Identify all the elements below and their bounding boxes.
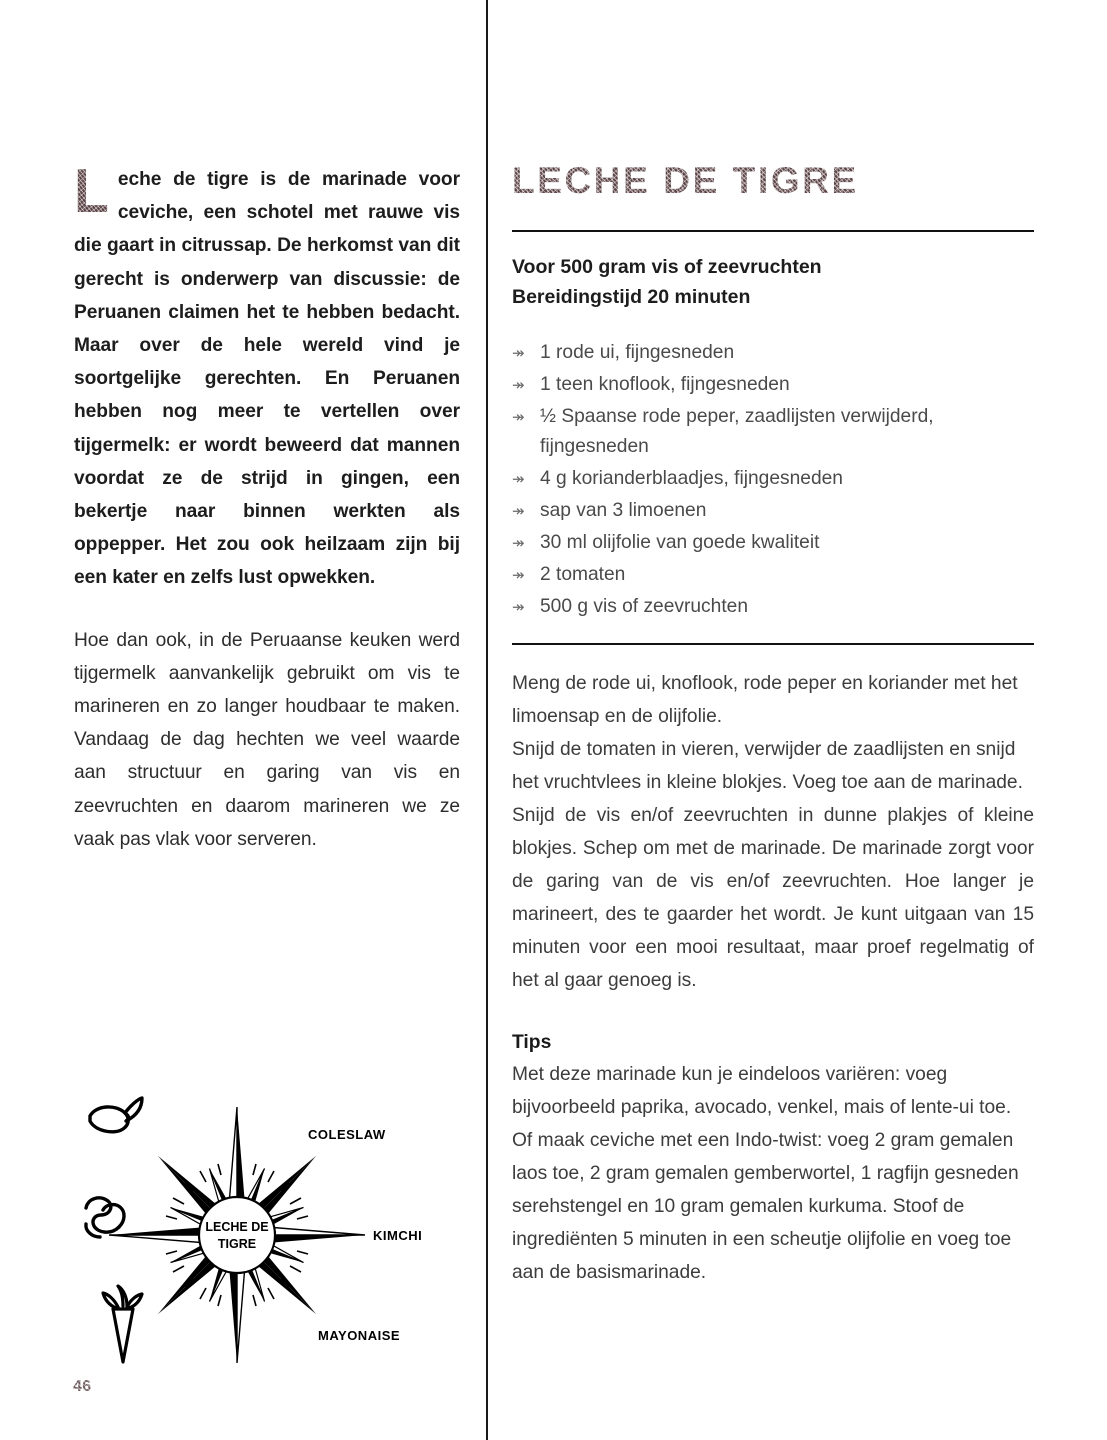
- double-arrow-bullet-icon: ↠: [512, 566, 525, 584]
- ingredient-item: [512, 370, 1034, 400]
- column-divider: [486, 0, 488, 1440]
- compass-rose-illustration: [70, 1085, 470, 1370]
- ingredient-item: [512, 528, 1034, 558]
- ingredient-text: 1 rode ui, fijngesneden: [540, 342, 735, 363]
- ingredients-list: [512, 338, 1034, 621]
- intro-paragraph-text: eche de tigre is de marinade voor ceviche, een schotel met rauwe vis die gaart in citrussap. De herkomst van dit gerecht is onderwerp van discussie: de Peruanen claimen het te hebben bedacht. Maar over de hele wereld vind je soortgelijke gerechten. En Peruanen hebben nog meer te vertellen over tijgermelk: er wordt beweerd dat mannen voordat ze de strijd in gingen, een bekertje naar binnen werkten als oppepper. Het zou ook heilzaam zijn bij een kater en zelfs lust opwekken.: [74, 169, 460, 589]
- intro-paragraph: [74, 157, 460, 595]
- ingredient-item: [512, 592, 1034, 622]
- ingredient-item: [512, 464, 1034, 494]
- compass-star: [109, 1107, 365, 1363]
- double-arrow-bullet-icon: ↠: [512, 470, 525, 488]
- tips-section: [512, 1028, 1034, 1289]
- compass-label-coleslaw: COLESLAW: [308, 1127, 386, 1142]
- page-number: 46: [73, 1378, 92, 1395]
- left-column: [74, 157, 460, 856]
- double-arrow-bullet-icon: ↠: [512, 409, 525, 426]
- method-step: Snijd de vis en/of zeevruchten in dunne plakjes of kleine blokjes. Schep om met de marinade. De marinade zorgt voor de garing van de vis en/of zeevruchten. Hoe langer je marineert, des te gaarder het wordt. Je kunt uitgaan van 15 minuten voor een mooi resultaat, maar proef regelmatig of het al gaar genoeg is.: [512, 805, 1034, 991]
- recipe-title: LECHE DE TIGRE: [512, 160, 1034, 202]
- double-arrow-bullet-icon: ↠: [512, 598, 525, 616]
- ingredient-text: 30 ml olijfolie van goede kwaliteit: [540, 531, 820, 553]
- compass-center-label-line1: LECHE DE: [205, 1220, 269, 1234]
- compass-center-label-line2: TIGRE: [217, 1237, 257, 1251]
- yield-line: Voor 500 gram vis of zeevruchten: [512, 256, 822, 278]
- compass-center-circle: [199, 1197, 275, 1273]
- drop-cap-letter: L: [74, 157, 109, 226]
- method-step: Snijd de tomaten in vieren, verwijder de zaadlijsten en snijd het vruchtvlees in kleine blokjes. Voeg toe aan de marinade.: [512, 739, 1023, 793]
- tips-heading: Tips: [512, 1032, 552, 1053]
- ingredient-text: 500 g vis of zeevruchten: [540, 595, 748, 617]
- rule-under-title: [512, 230, 1034, 232]
- ingredient-item: [512, 402, 1034, 461]
- double-arrow-bullet-icon: ↠: [512, 377, 525, 394]
- preparation-time-line: Bereidingstijd 20 minuten: [512, 286, 751, 308]
- right-column: [512, 160, 1034, 1289]
- ingredient-text: 1 teen knoflook, fijngesneden: [540, 374, 790, 395]
- serving-info: [512, 252, 1034, 312]
- second-paragraph: Hoe dan ook, in de Peruaanse keuken werd tijgermelk aanvankelijk gebruikt om vis te marineren en zo langer houdbaar te maken. Vandaag de dag hechten we veel waarde aan structuur en garing van vis en zeevruchten en daarom marineren we ze vaak pas vlak voor serveren.: [74, 629, 460, 850]
- ingredient-item: [512, 338, 1034, 368]
- ingredient-item: [512, 560, 1034, 590]
- ingredient-text: sap van 3 limoenen: [540, 499, 707, 521]
- compass-label-mayonaise: MAYONAISE: [318, 1328, 401, 1343]
- fish-icon: [90, 1098, 142, 1132]
- ingredient-item: [512, 496, 1034, 526]
- ingredient-text: 2 tomaten: [540, 563, 626, 585]
- ingredient-text: 4 g korianderblaadjes, fijngesneden: [540, 467, 843, 489]
- ingredient-text: ½ Spaanse rode peper, zaadlijsten verwijderd, fijngesneden: [540, 406, 934, 457]
- method-step: Meng de rode ui, knoflook, rode peper en koriander met het limoensap en de olijfolie.: [512, 673, 1018, 727]
- shrimp-icon: [86, 1198, 124, 1237]
- compass-label-kimchi: KIMCHI: [373, 1228, 423, 1243]
- tip-paragraph: Met deze marinade kun je eindeloos variëren: voeg bijvoorbeeld paprika, avocado, venkel, mais of lente-ui toe.: [512, 1064, 1012, 1118]
- double-arrow-bullet-icon: ↠: [512, 345, 525, 362]
- double-arrow-bullet-icon: ↠: [512, 502, 525, 520]
- double-arrow-bullet-icon: ↠: [512, 534, 525, 552]
- carrot-icon: [103, 1286, 142, 1362]
- method-section: [512, 667, 1034, 997]
- rule-under-ingredients: [512, 643, 1034, 645]
- tip-paragraph: Of maak ceviche met een Indo-twist: voeg 2 gram gemalen laos toe, 2 gram gemalen gemberwortel, 1 ragfijn gesneden serehstengel en 10 gram gemalen kurkuma. Stoof de ingrediënten 5 minuten in een scheutje olijfolie en voeg toe aan de basismarinade.: [512, 1130, 1019, 1283]
